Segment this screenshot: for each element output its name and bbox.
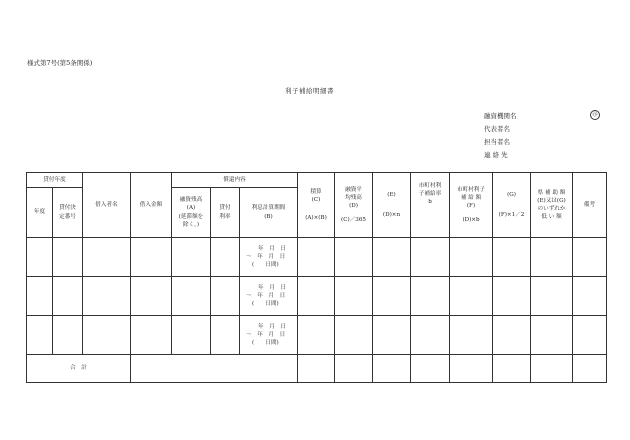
e-cell[interactable] (373, 277, 411, 316)
municipal-rate-cell[interactable] (411, 238, 450, 277)
remarks-header: 備考 (573, 173, 607, 238)
representative-label: 代表者名 (484, 125, 510, 133)
year-cell[interactable] (27, 277, 53, 316)
g-cell[interactable] (493, 277, 531, 316)
document-title: 利子補給明細書 (285, 87, 334, 95)
average-balance-cell[interactable] (335, 277, 373, 316)
loan-decision-number-cell[interactable] (53, 277, 83, 316)
loan-rate-cell[interactable] (211, 238, 240, 277)
municipal-amount-header: 市町村利子 補 給 額 (F) (D)×b (450, 173, 493, 238)
total-municipal-rate-cell[interactable] (411, 355, 450, 383)
total-prefecture-amount-cell[interactable] (531, 355, 573, 383)
loan-amount-cell[interactable] (131, 277, 172, 316)
interest-period-header: 利息計算期間 (B) (240, 188, 298, 238)
municipal-amount-cell[interactable] (450, 316, 493, 355)
g-header: (G) (F)×1／2 (493, 173, 531, 238)
interest-period-cell[interactable]: 年 月 日 ～ 年 月 日 ( 日間) (240, 316, 298, 355)
year-header: 年度 (27, 188, 53, 238)
year-cell[interactable] (27, 238, 53, 277)
loan-rate-cell[interactable] (211, 277, 240, 316)
product-cell[interactable] (298, 277, 335, 316)
borrower-cell[interactable] (83, 238, 131, 277)
prefecture-amount-cell[interactable] (531, 316, 573, 355)
interest-period-cell[interactable]: 年 月 日 ～ 年 月 日 ( 日間) (240, 277, 298, 316)
borrower-cell[interactable] (83, 316, 131, 355)
total-label: 合 計 (27, 355, 131, 383)
municipal-amount-cell[interactable] (450, 238, 493, 277)
interest-subsidy-table (26, 172, 607, 383)
loan-decision-number-cell[interactable] (53, 316, 83, 355)
borrower-cell[interactable] (83, 277, 131, 316)
remarks-cell[interactable] (573, 316, 607, 355)
total-amount-cell[interactable] (131, 355, 298, 383)
borrower-header: 借入者名 (83, 173, 131, 238)
e-cell[interactable] (373, 238, 411, 277)
loan-year-group-header: 貸付年度 (27, 173, 83, 188)
g-cell[interactable] (493, 316, 531, 355)
total-average-balance-cell[interactable] (335, 355, 373, 383)
total-g-cell[interactable] (493, 355, 531, 383)
year-cell[interactable] (27, 316, 53, 355)
loan-amount-cell[interactable] (131, 238, 172, 277)
e-header: (E) (D)×n (373, 173, 411, 238)
municipal-rate-cell[interactable] (411, 277, 450, 316)
loan-amount-cell[interactable] (131, 316, 172, 355)
product-header: 積算 (C) (A)×(B) (298, 173, 335, 238)
table-row (27, 316, 607, 355)
total-product-cell[interactable] (298, 355, 335, 383)
total-municipal-amount-cell[interactable] (450, 355, 493, 383)
prefecture-amount-header: 県 補 助 額 (E)又は(G) のいずれか 低 い 額 (531, 173, 573, 238)
prefecture-amount-cell[interactable] (531, 238, 573, 277)
loan-decision-number-cell[interactable] (53, 238, 83, 277)
total-e-cell[interactable] (373, 355, 411, 383)
product-cell[interactable] (298, 316, 335, 355)
loan-balance-cell[interactable] (172, 316, 211, 355)
g-cell[interactable] (493, 238, 531, 277)
loan-rate-header: 貸付 利率 (211, 188, 240, 238)
loan-balance-cell[interactable] (172, 277, 211, 316)
contact-label: 連 絡 先 (484, 151, 508, 159)
interest-period-cell[interactable]: 年 月 日 ～ 年 月 日 ( 日間) (240, 238, 298, 277)
form-number: 様式第7号(第5条関係) (27, 59, 93, 67)
total-remarks-cell[interactable] (573, 355, 607, 383)
total-row (27, 355, 607, 383)
average-balance-cell[interactable] (335, 316, 373, 355)
average-balance-cell[interactable] (335, 238, 373, 277)
person-in-charge-label: 担当者名 (484, 138, 510, 146)
table-row (27, 277, 607, 316)
loan-rate-cell[interactable] (211, 316, 240, 355)
prefecture-amount-cell[interactable] (531, 277, 573, 316)
municipal-rate-header: 市町村利 子補給率 b (411, 173, 450, 238)
e-cell[interactable] (373, 316, 411, 355)
institution-name-label: 融資機関名 (484, 112, 517, 120)
remarks-cell[interactable] (573, 277, 607, 316)
table-row (27, 238, 607, 277)
municipal-rate-cell[interactable] (411, 316, 450, 355)
loan-decision-number-header: 貸付決 定番号 (53, 188, 83, 238)
average-balance-header: 融資平 均残高 (D) (C)／365 (335, 173, 373, 238)
repayment-group-header: 償還内容 (172, 173, 298, 188)
loan-balance-cell[interactable] (172, 238, 211, 277)
loan-amount-header: 借入金額 (131, 173, 172, 238)
loan-balance-header: 融資残高 (A) (延滞額を 除く。) (172, 188, 211, 238)
seal-icon: ㊞ (590, 110, 600, 120)
remarks-cell[interactable] (573, 238, 607, 277)
product-cell[interactable] (298, 238, 335, 277)
municipal-amount-cell[interactable] (450, 277, 493, 316)
